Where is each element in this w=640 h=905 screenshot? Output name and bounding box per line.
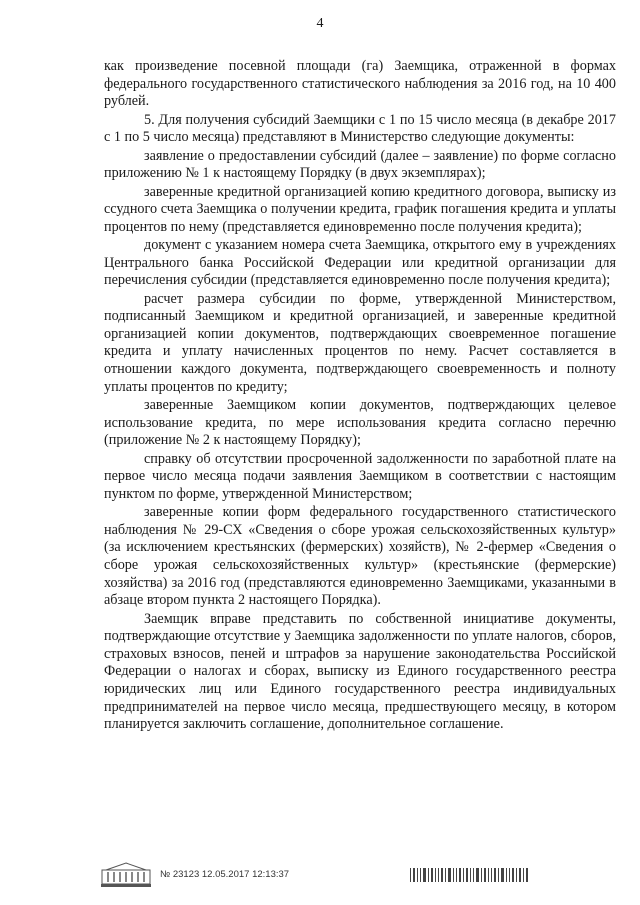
document-body bbox=[104, 58, 616, 735]
paragraph-2: 5. Для получения субсидий Заемщики с 1 по 15 число месяца (в декабре 2017 с 1 по 5 число месяца) представляют в Министерство следующие документы: bbox=[104, 111, 616, 146]
page-number: 4 bbox=[316, 16, 324, 31]
paragraph-1: как произведение посевной площади (га) Заемщика, отраженной в формах федерального государственного статистического наблюдения за 2016 год, на 10 400 рублей. bbox=[104, 58, 616, 110]
paragraph-6: расчет размера субсидии по форме, утвержденной Министерством, подписанный Заемщиком и кредитной организацией, и заверенные кредитной организацией копии документов, подтверждающих своевременное погашение кредита и уплату начисленных процентов по нему. Расчет составляется в отношении каждого документа, подтверждающего своевременность и полноту уплаты процентов по кредиту; bbox=[104, 290, 616, 395]
paragraph-10: Заемщик вправе представить по собственной инициативе документы, подтверждающие отсутствие у Заемщика задолженности по уплате налогов, сборов, страховых взносов, пеней и штрафов за нарушение законодательства Российской Федерации о налогах и сборах, выписку из Единого государственного реестра юридических лиц или Единого государственного реестра индивидуальных предпринимателей на первое число месяца, предшествующего месяцу, в котором планируется заключить соглашение, дополнительное соглашение. bbox=[104, 610, 616, 733]
paragraph-9: заверенные копии форм федерального государственного статистического наблюдения № 29-СХ «Сведения о сборе урожая сельскохозяйственных культур» (за исключением крестьянских (фермерских) хозяйств), № 2-фермер «Сведения о сборе урожая сельскохозяйственных культур» (крестьянские (фермерские) хозяйства) за 2016 год (представляются единовременно Заемщиками, указанными в абзаце втором пункта 2 настоящего Порядка). bbox=[104, 504, 616, 609]
paragraph-3: заявление о предоставлении субсидий (далее – заявление) по форме согласно приложению № 1 к настоящему Порядку (в двух экземплярах); bbox=[104, 147, 616, 182]
barcode-icon bbox=[410, 864, 530, 886]
footer bbox=[100, 862, 600, 890]
paragraph-7: заверенные Заемщиком копии документов, подтверждающих целевое использование кредита, по мере использования кредита согласно перечню (приложение № 2 к настоящему Порядку); bbox=[104, 397, 616, 449]
building-logo-icon bbox=[100, 862, 152, 888]
paragraph-8: справку об отсутствии просроченной задолженности по заработной плате на первое число месяца подачи заявления Заемщиком в соответствии с настоящим пунктом по форме, утвержденной Министерством; bbox=[104, 450, 616, 502]
paragraph-5: документ с указанием номера счета Заемщика, открытого ему в учреждениях Центрального банка Российской Федерации или кредитной организации для перечисления субсидии (представляется единовременно после получения кредита); bbox=[104, 237, 616, 289]
paragraph-4: заверенные кредитной организацией копию кредитного договора, выписку из ссудного счета Заемщика о получении кредита, график погашения кредита и уплаты процентов по нему (представляется единовременно после получения кредита); bbox=[104, 183, 616, 235]
document-reference: № 23123 12.05.2017 12:13:37 bbox=[160, 869, 290, 880]
